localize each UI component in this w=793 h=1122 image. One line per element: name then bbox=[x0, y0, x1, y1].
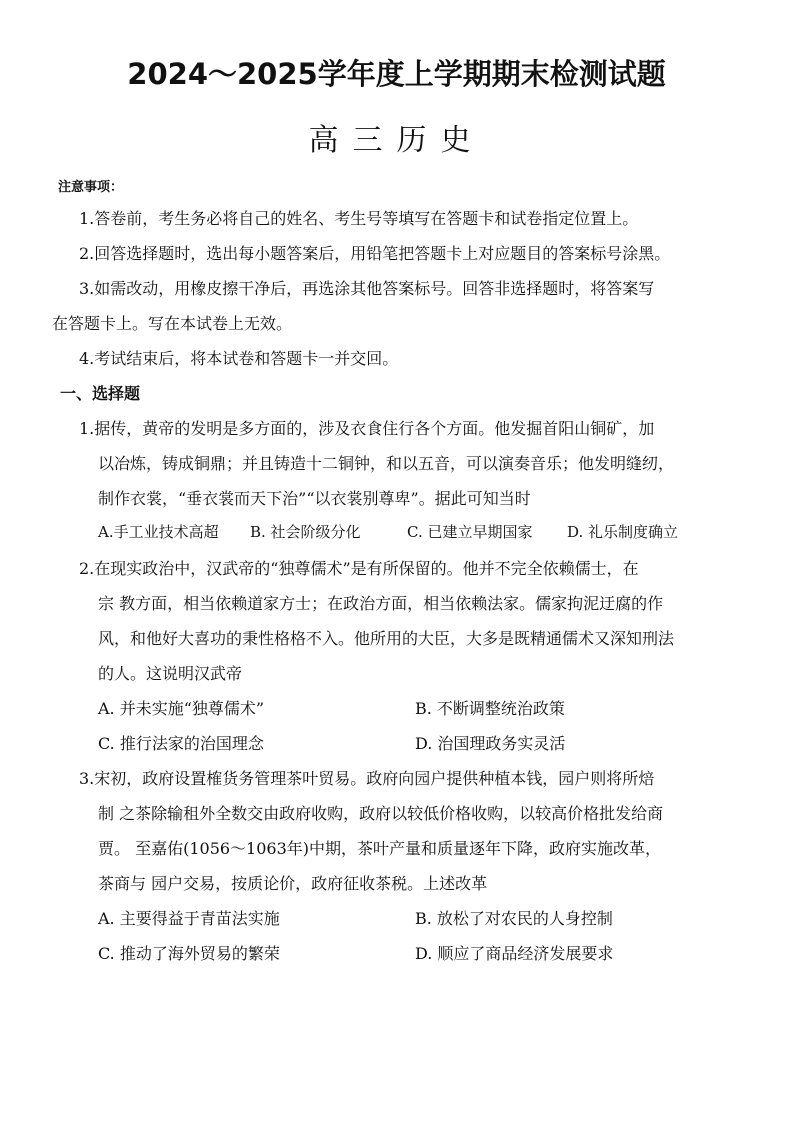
question-1-option-c: C. 已建立早期国家 bbox=[407, 523, 533, 541]
notice-item: 在答题卡上。写在本试卷上无效。 bbox=[52, 314, 293, 333]
question-2-option-c: C. 推行法家的治国理念 bbox=[98, 734, 264, 753]
question-1-option-d: D. 礼乐制度确立 bbox=[567, 523, 679, 541]
question-1-option-b: B. 社会阶级分化 bbox=[250, 523, 361, 541]
question-2-line: 2.在现实政治中，汉武帝的“独尊儒术”是有所保留的。他并不完全依赖儒士，在 bbox=[79, 559, 639, 578]
notice-item: 4.考试结束后，将本试卷和答题卡一并交回。 bbox=[79, 349, 399, 368]
question-2-line: 的人。这说明汉武帝 bbox=[98, 664, 243, 683]
section-heading: 一、选择题 bbox=[60, 384, 141, 403]
question-3-line: 贾。 至嘉佑(1056～1063年)中期，茶叶产量和质量逐年下降，政府实施改革， bbox=[98, 839, 662, 858]
question-1-line: 1.据传，黄帝的发明是多方面的，涉及衣食住行各个方面。他发掘首阳山铜矿，加 bbox=[79, 419, 655, 438]
question-2-option-d: D. 治国理政务实灵活 bbox=[415, 734, 566, 753]
question-2-line: 宗 教方面，相当依赖道家方士；在政治方面，相当依赖法家。儒家拘泥迂腐的作 bbox=[98, 594, 664, 613]
question-3-option-c: C. 推动了海外贸易的繁荣 bbox=[98, 944, 280, 963]
notice-item: 2.回答选择题时，选出每小题答案后，用铅笔把答题卡上对应题目的答案标号涂黑。 bbox=[79, 244, 671, 263]
question-2-option-a: A. 并未实施“独尊儒术” bbox=[98, 699, 265, 718]
notice-heading: 注意事项： bbox=[58, 180, 124, 195]
notice-item: 3.如需改动，用橡皮擦干净后，再选涂其他答案标号。回答非选择题时，将答案写 bbox=[79, 279, 655, 298]
exam-title: 2024～2025学年度上学期期末检测试题 bbox=[127, 57, 666, 91]
question-3-option-b: B. 放松了对农民的人身控制 bbox=[415, 909, 613, 928]
question-3-line: 茶商与 园户交易，按质论价，政府征收茶税。上述改革 bbox=[98, 874, 488, 893]
question-3-line: 制 之茶除输租外全数交由政府收购，政府以较低价格收购，以较高价格批发给商 bbox=[98, 804, 664, 823]
question-2-option-b: B. 不断调整统治政策 bbox=[415, 699, 565, 718]
question-1-line: 制作衣裳，“垂衣裳而天下治”“以衣裳别尊卑”。据此可知当时 bbox=[98, 489, 531, 508]
question-2-line: 风，和他好大喜功的秉性格格不入。他所用的大臣，大多是既精通儒术又深知刑法 bbox=[98, 629, 675, 648]
question-1-option-a: A.手工业技术高超 bbox=[98, 523, 219, 541]
exam-subject: 高三历史 bbox=[308, 123, 485, 158]
question-3-option-a: A. 主要得益于青苗法实施 bbox=[98, 909, 280, 928]
question-3-line: 3.宋初，政府设置榷货务管理茶叶贸易。政府向园户提供种植本钱，园户则将所焙 bbox=[79, 769, 655, 788]
question-3-option-d: D. 顺应了商品经济发展要求 bbox=[415, 944, 614, 963]
notice-item: 1.答卷前，考生务必将自己的姓名、考生号等填写在答题卡和试卷指定位置上。 bbox=[79, 209, 639, 228]
question-1-line: 以冶炼，铸成铜鼎；并且铸造十二铜钟，和以五音，可以演奏音乐；他发明缝纫， bbox=[98, 454, 675, 473]
